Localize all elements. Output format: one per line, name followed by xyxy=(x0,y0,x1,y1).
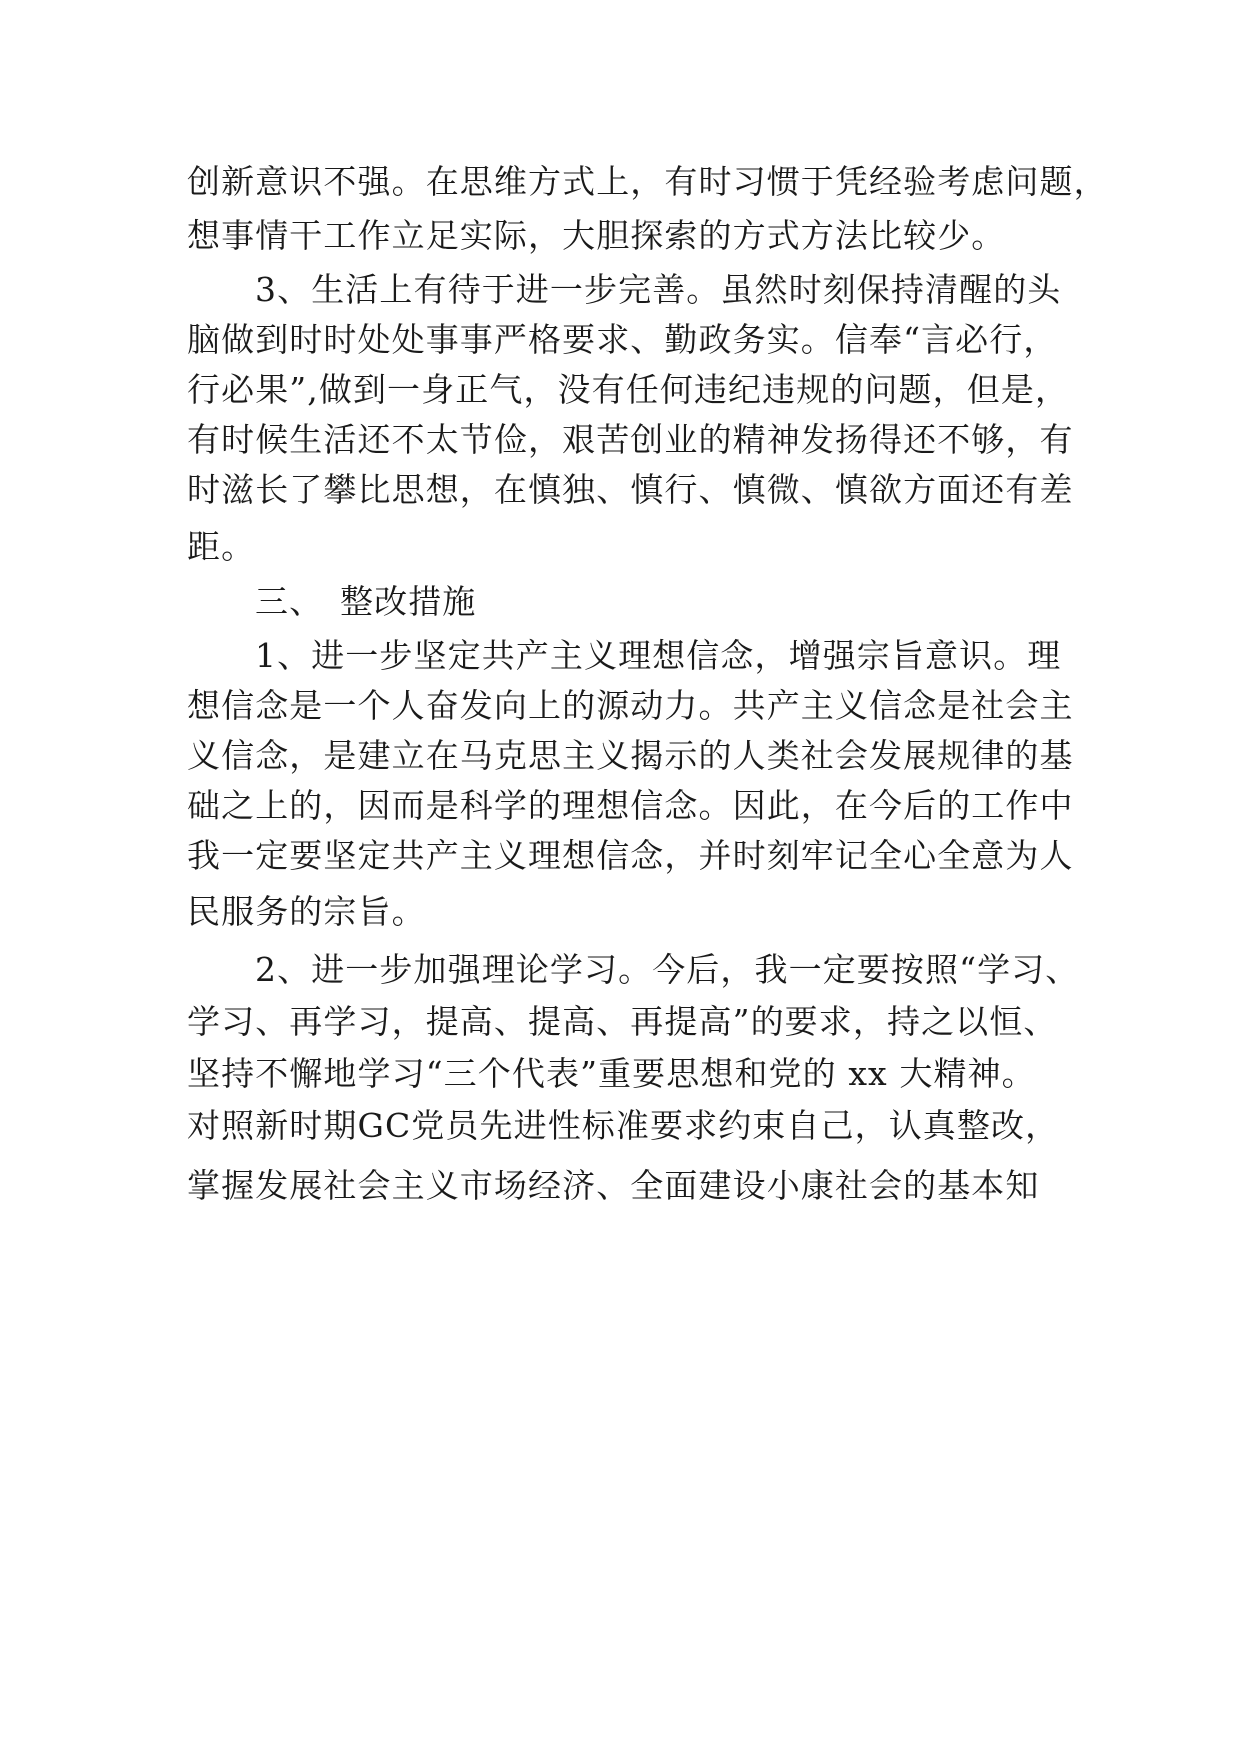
text-line-17: 坚持不懈地学习“三个代表”重要思想和党的 xx 大精神。 xyxy=(187,1054,1036,1093)
text-line-1: 创新意识不强。在思维方式上，有时习惯于凭经验考虑问题， xyxy=(187,162,1108,201)
paragraph-3-start: 3、生活上有待于进一步完善。虽然时刻保持清醒的头 xyxy=(255,270,1062,309)
section-heading-number: 三、 xyxy=(255,582,324,621)
text-line-11: 义信念，是建立在马克思主义揭示的人类社会发展规律的基 xyxy=(187,736,1074,775)
text-line-14: 民服务的宗旨。 xyxy=(187,892,426,931)
text-line-18: 对照新时期GC党员先进性标准要求约束自己，认真整改， xyxy=(187,1106,1060,1145)
paragraph-measure-1-start: 1、进一步坚定共产主义理想信念，增强宗旨意识。理 xyxy=(255,636,1062,675)
text-line-4: 脑做到时时处处事事严格要求、勤政务实。信奉“言必行， xyxy=(187,320,1058,359)
text-line-19: 掌握发展社会主义市场经济、全面建设小康社会的基本知 xyxy=(187,1166,1040,1205)
paragraph-measure-2-start: 2、进一步加强理论学习。今后，我一定要按照“学习、 xyxy=(255,950,1080,989)
text-line-5: 行必果”,做到一身正气，没有任何违纪违规的问题，但是， xyxy=(187,370,1070,409)
text-line-13: 我一定要坚定共产主义理想信念，并时刻牢记全心全意为人 xyxy=(187,836,1074,875)
text-line-7: 时滋长了攀比思想，在慎独、慎行、慎微、慎欲方面还有差 xyxy=(187,470,1074,509)
text-line-10: 想信念是一个人奋发向上的源动力。共产主义信念是社会主 xyxy=(187,686,1074,725)
text-line-16: 学习、再学习，提高、提高、再提高”的要求，持之以恒、 xyxy=(187,1002,1058,1041)
text-line-8: 距。 xyxy=(187,527,256,566)
text-line-6: 有时候生活还不太节俭，艰苦创业的精神发扬得还不够，有 xyxy=(187,420,1074,459)
section-heading-title: 整改措施 xyxy=(340,582,477,621)
text-line-2: 想事情干工作立足实际，大胆探索的方式方法比较少。 xyxy=(187,216,1006,255)
text-line-12: 础之上的，因而是科学的理想信念。因此，在今后的工作中 xyxy=(187,786,1074,825)
